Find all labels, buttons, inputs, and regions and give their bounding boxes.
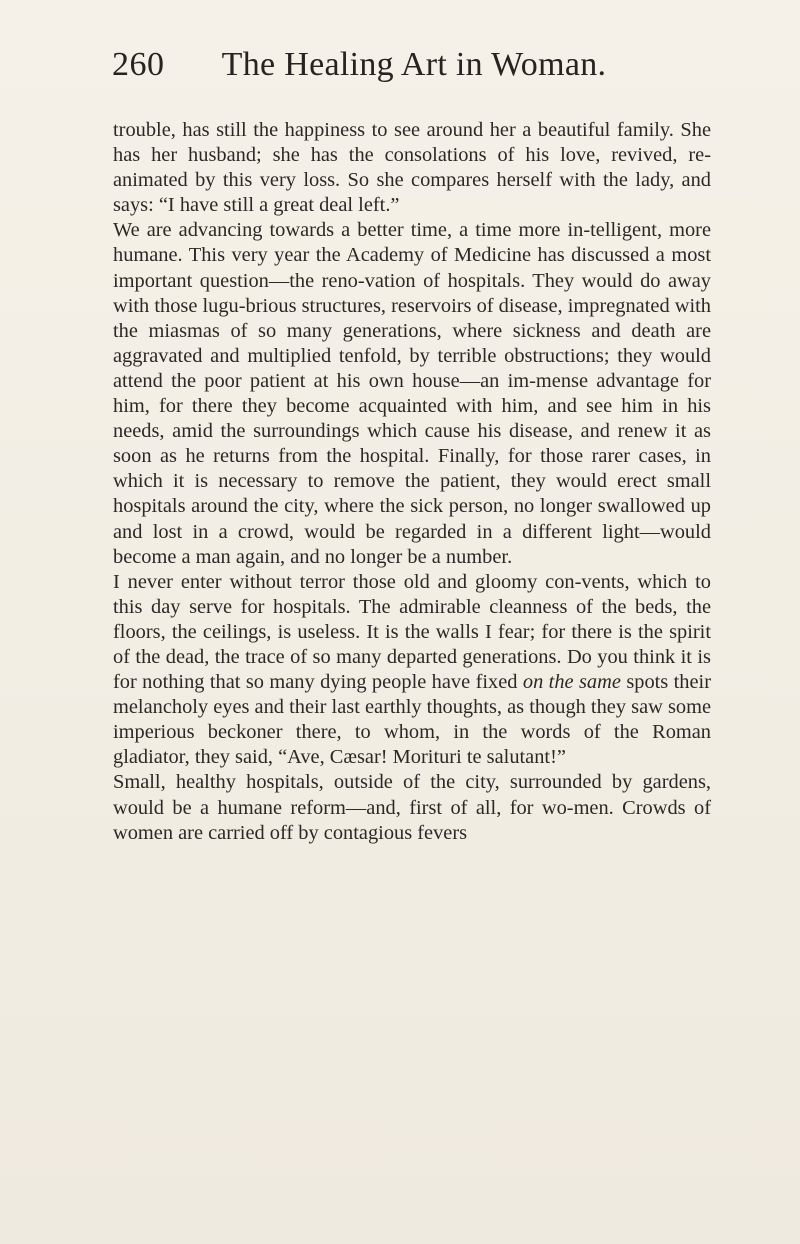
paragraph-continued: trouble, has still the happiness to see around her a beautiful family. She has her husband; she has the consolations of his love, revived, re-animated by this very loss. So she compares herself with the lady, and says: “I have still a great deal left.”: [113, 119, 711, 217]
paragraph-small-hospitals: Small, healthy hospitals, outside of the city, surrounded by gardens, would be a humane reform—and, first of all, for wo-men. Crowds of women are carried off by contagious fevers: [113, 771, 711, 844]
convents-text-end: spots their melancholy eyes and their last earthly thoughts, as though they saw some imperious beckoner there, to whom, in the words of the Roman gladiator, they said, “Ave, Cæsar! Morituri te salutant!”: [113, 671, 712, 769]
paragraph-old-convents: [113, 570, 711, 771]
italic-phrase: on the same: [522, 671, 621, 694]
paragraph-hospital-renovation: We are advancing towards a better time, a time more in-telligent, more humane. This very year the Academy of Medicine has discussed a most important question—the reno-vation of hospitals. They would do away with those lugu-brious structures, reservoirs of disease, impregnated with the miasmas of so many generations, where sickness and death are aggravated and multiplied tenfold, by terrible obstructions; they would attend the poor patient at his own house—an im-mense advantage for him, for there they become acquainted with him, and see him in his needs, amid the surroundings which cause his disease, and renew it as soon as he returns from the hospital. Finally, for those rarer cases, in which it is necessary to remove the patient, they would erect small hospitals around the city, where the sick person, no longer swallowed up and lost in a crowd, would be regarded in a different light—would become a man again, and no longer be a number.: [113, 219, 711, 568]
running-title: The Healing Art in Woman.: [221, 46, 607, 83]
page-body: [113, 118, 711, 846]
page-header: [0, 46, 800, 96]
convents-text: I never enter without terror those old and gloomy con-vents, which to this day serve for hospitals. The admirable cleanness of the beds, the floors, the ceilings, is useless. It is the walls I fear; for there is the spirit of the dead, the trace of so many departed generations. Do you think it is for nothing that so many dying people have fixed: [113, 570, 711, 694]
page-number: 260: [112, 46, 165, 83]
